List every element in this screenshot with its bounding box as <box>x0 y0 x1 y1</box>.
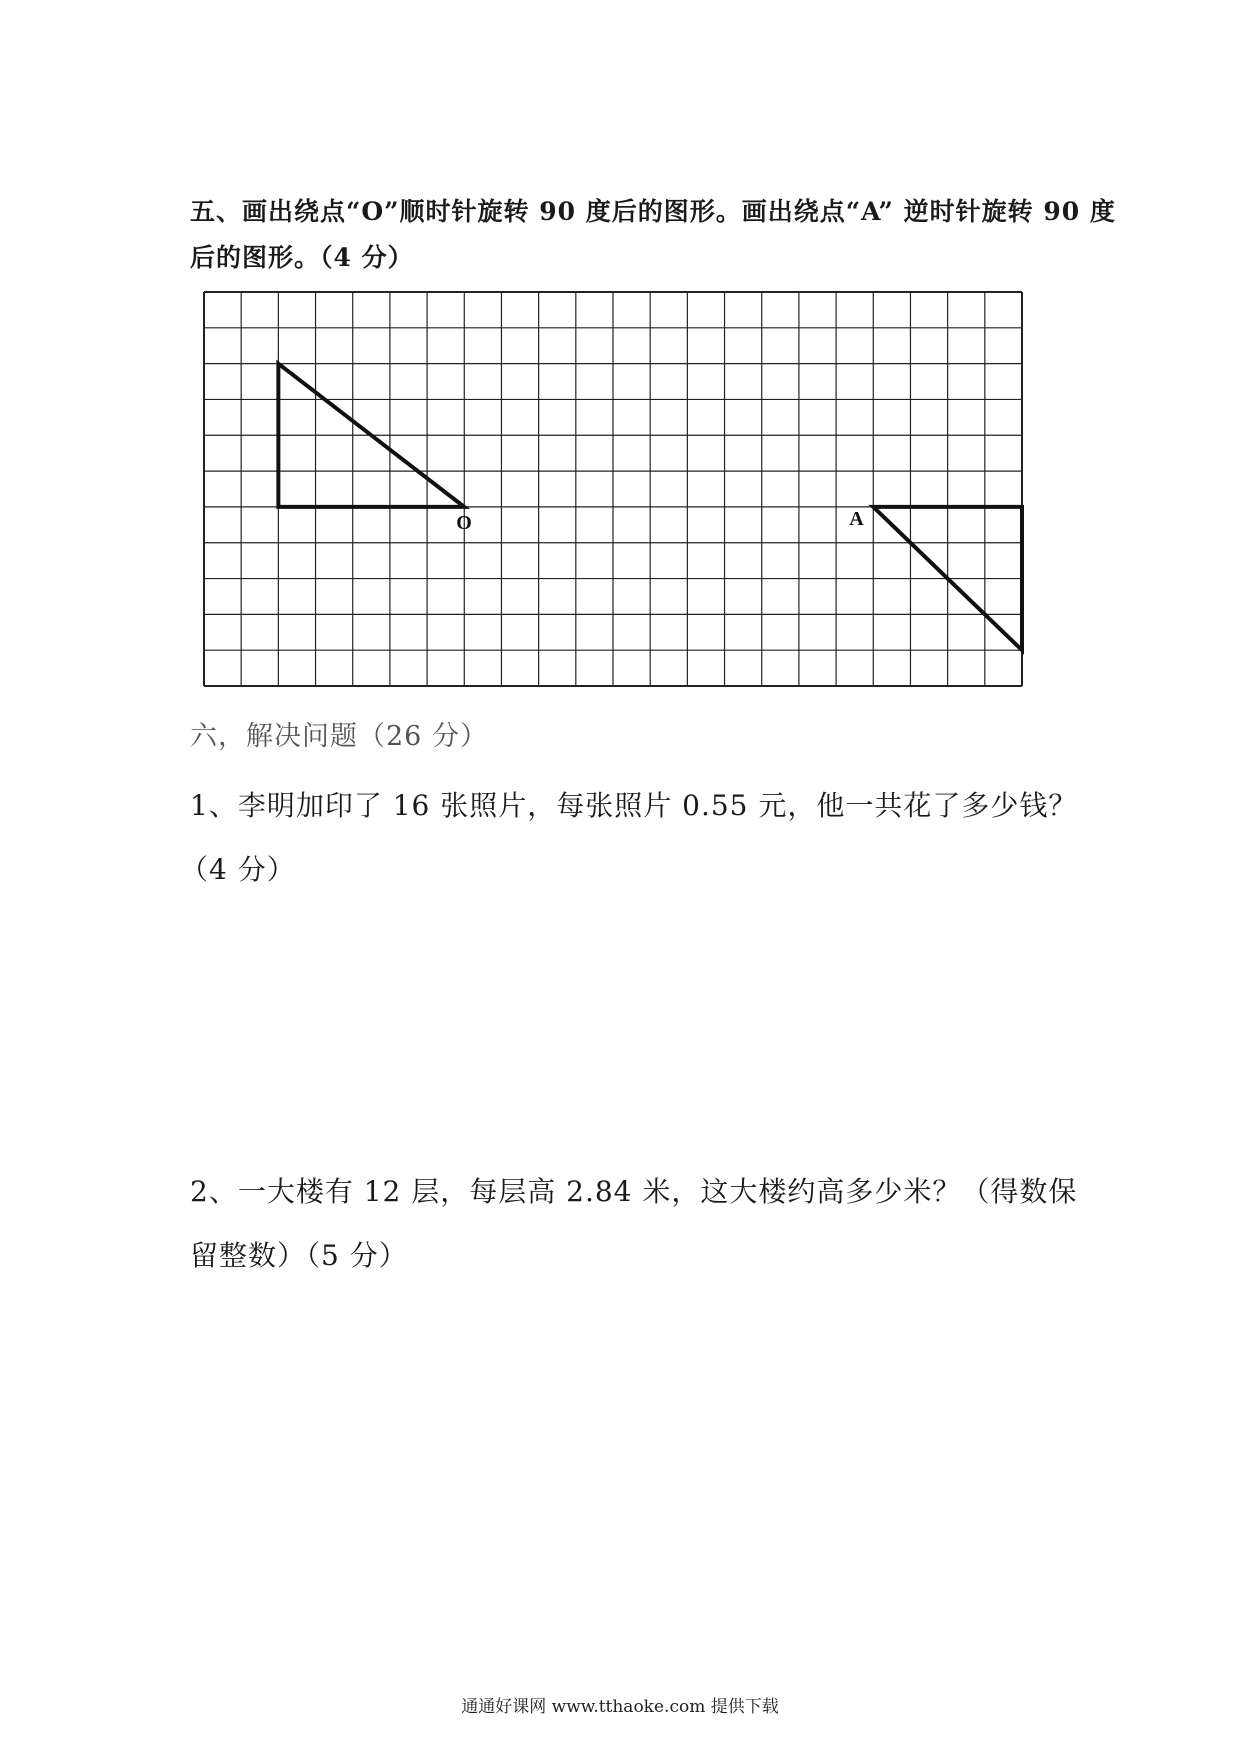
footer-credit: 通通好课网 www.tthaoke.com 提供下载 <box>461 1697 779 1717</box>
point-a-label: A <box>849 507 864 530</box>
question2-line2: 留整数）（5 分） <box>190 1239 408 1272</box>
point-o-label: O <box>456 511 472 534</box>
section5-title-line1: 五、画出绕点“O”顺时针旋转 90 度后的图形。画出绕点“A” 逆时针旋转 90 度 <box>190 197 1116 226</box>
grid-figure <box>202 290 1024 688</box>
section6-heading: 六，解决问题（26 分） <box>190 721 488 752</box>
rotation-grid <box>202 290 1024 688</box>
question2-line1: 2、一大楼有 12 层，每层高 2.84 米，这大楼约高多少米？（得数保 <box>190 1175 1078 1208</box>
question1-line2: （4 分） <box>180 853 296 886</box>
section5-title-line2: 后的图形。（4 分） <box>190 243 414 272</box>
question1-line1: 1、李明加印了 16 张照片，每张照片 0.55 元，他一共花了多少钱？ <box>190 789 1078 822</box>
grid-lines <box>204 292 1022 686</box>
